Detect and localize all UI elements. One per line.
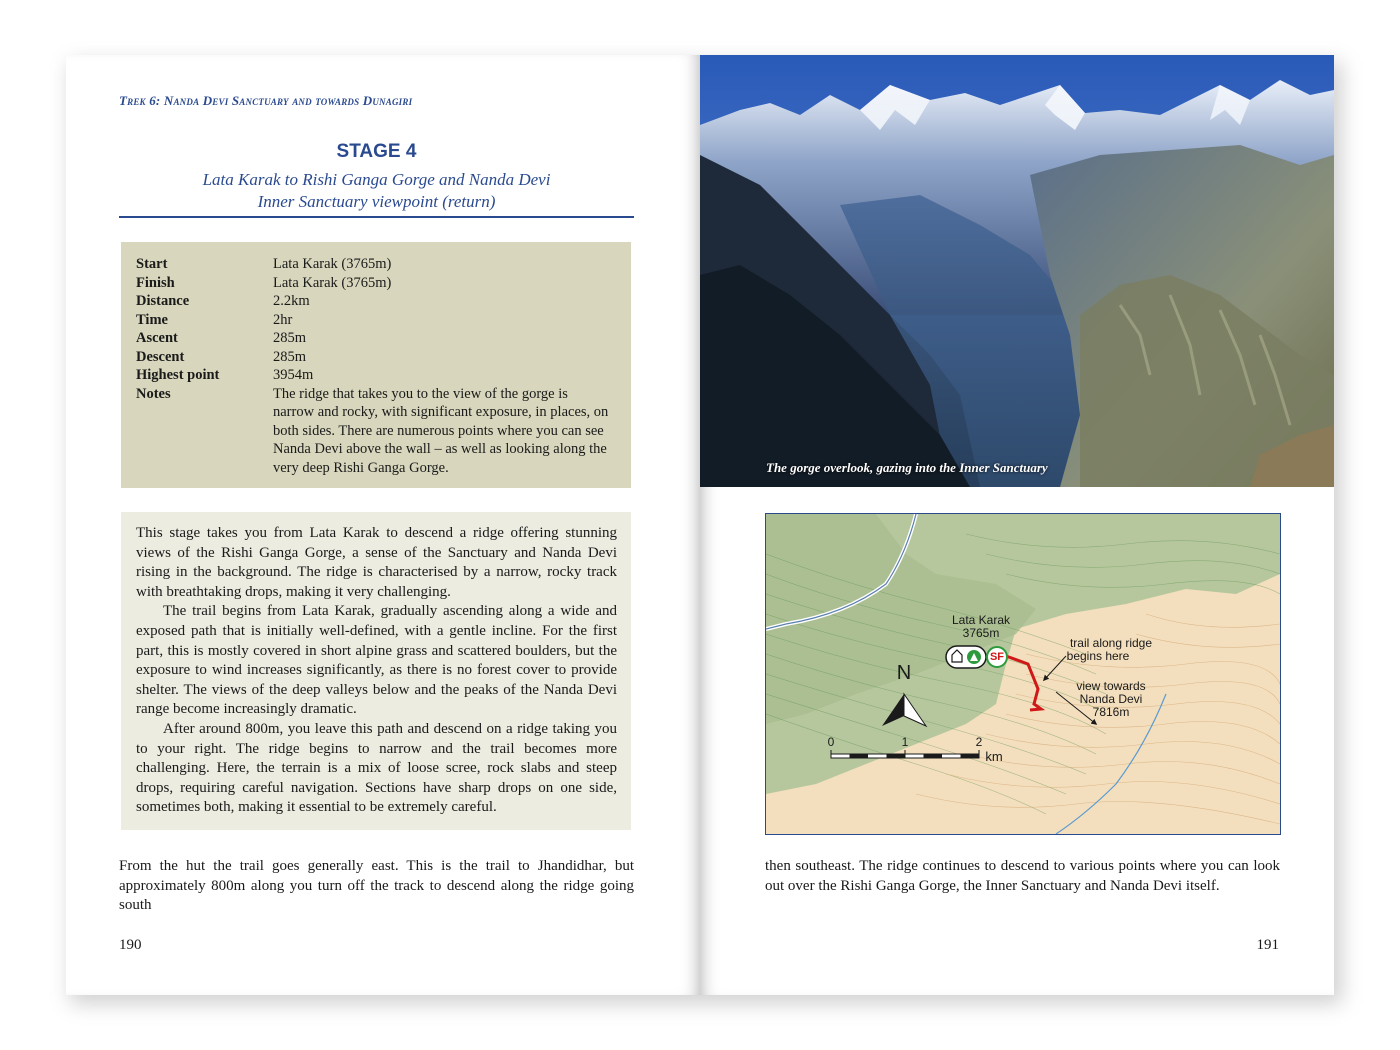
route-map — [765, 513, 1281, 835]
photo-caption: The gorge overlook, gazing into the Inner Sanctuary — [766, 460, 1048, 475]
running-head: Trek 6: Nanda Devi Sanctuary and towards Dunagiri — [119, 93, 413, 108]
map-trail-note-1: trail along ridge — [1069, 636, 1153, 650]
map-place-altitude: 3765m — [962, 626, 1000, 640]
mountain-photo — [700, 55, 1334, 487]
map-view-note-2: Nanda Devi — [1079, 692, 1143, 706]
info-label-finish: Finish — [136, 274, 175, 291]
page-number-right: 191 — [1256, 937, 1279, 953]
map-trail-note-2: begins here — [1066, 649, 1130, 663]
mountain-photo-image — [700, 55, 1334, 487]
route-map-image — [766, 514, 1280, 834]
intro-paragraph-1: This stage takes you from Lata Karak to descend a ridge offering stunning views of the Rishi Ganga Gorge, a sense of the Sanctuary and Nanda Devi rising in the background. The ridge is characterised by a narrow, rocky track with breathtaking drops, making it very challenging. — [136, 525, 617, 600]
info-label-notes: Notes — [136, 385, 171, 402]
info-label-highest-point: Highest point — [136, 367, 220, 383]
right-body-text: then southeast. The ridge continues to descend to various points where you can look out over the Rishi Ganga Gorge, the Inner Sanctuary and Nanda Devi itself. — [765, 858, 1280, 894]
stage-info-box — [121, 242, 631, 488]
info-value-distance: 2.2km — [273, 293, 310, 309]
left-page — [66, 55, 700, 995]
info-value-notes: The ridge that takes you to the view of the gorge is narrow and rocky, with significant exposure, in places, on both sides. There are numerous points where you can see Nanda Devi above the wall – as well as looking along the very deep Rishi Ganga Gorge. — [273, 385, 609, 476]
map-scale-2: 2 — [975, 735, 983, 749]
intro-box — [121, 512, 631, 830]
info-value-ascent: 285m — [273, 330, 307, 346]
map-scale-unit: km — [985, 749, 1003, 764]
page-number-left: 190 — [119, 937, 142, 953]
stage-title: STAGE 4 — [336, 141, 417, 162]
map-place-name: Lata Karak — [951, 613, 1011, 627]
info-label-descent: Descent — [136, 348, 185, 365]
map-view-note-1: view towards — [1076, 679, 1146, 693]
info-value-start: Lata Karak (3765m) — [273, 256, 392, 272]
hut-icon — [946, 646, 986, 668]
intro-text — [136, 524, 617, 818]
left-body-text: From the hut the trail goes generally east. This is the trail to Jhandidhar, but approximately 800m along you turn off the track to descend along the ridge going south — [119, 858, 634, 914]
stage-subtitle-line-1: Lata Karak to Rishi Ganga Gorge and Nanda Devi — [202, 170, 551, 189]
info-value-highest-point: 3954m — [273, 367, 314, 383]
map-scale-0: 0 — [827, 735, 835, 749]
info-value-time: 2hr — [273, 311, 293, 328]
right-page — [700, 55, 1334, 995]
title-rule — [119, 216, 634, 218]
stage-subtitle-line-2: Inner Sanctuary viewpoint (return) — [257, 192, 496, 211]
map-north-label: N — [896, 662, 912, 684]
info-value-descent: 285m — [273, 348, 307, 365]
intro-paragraph-2: The trail begins from Lata Karak, gradually ascending along a wide and exposed path that is initially well-defined, with a gentle incline. For the first part, this is mostly covered in short alpine grass and scattered boulders, but the exposure to wind increases significantly, as there is no forest cover to provide shelter. The views of the deep valleys below and the peaks of the Nanda Devi range become increasingly dramatic. — [136, 603, 617, 718]
info-label-ascent: Ascent — [136, 330, 178, 346]
info-label-distance: Distance — [136, 293, 190, 309]
info-value-finish: Lata Karak (3765m) — [273, 274, 392, 291]
map-scale-1: 1 — [901, 735, 909, 749]
sf-badge-label: SF — [989, 651, 1005, 663]
intro-paragraph-3: After around 800m, you leave this path and descend on a ridge taking you to your right. The ridge begins to narrow and the trail becomes more challenging. Here, the terrain is a mix of loose scree, rock slabs and steep drops, requiring careful navigation. Sections have sharp drops on one side, sometimes both, making it essential to be extremely careful. — [136, 720, 617, 816]
info-label-start: Start — [136, 256, 168, 272]
map-view-note-3: 7816m — [1092, 705, 1130, 719]
info-label-time: Time — [136, 311, 168, 328]
